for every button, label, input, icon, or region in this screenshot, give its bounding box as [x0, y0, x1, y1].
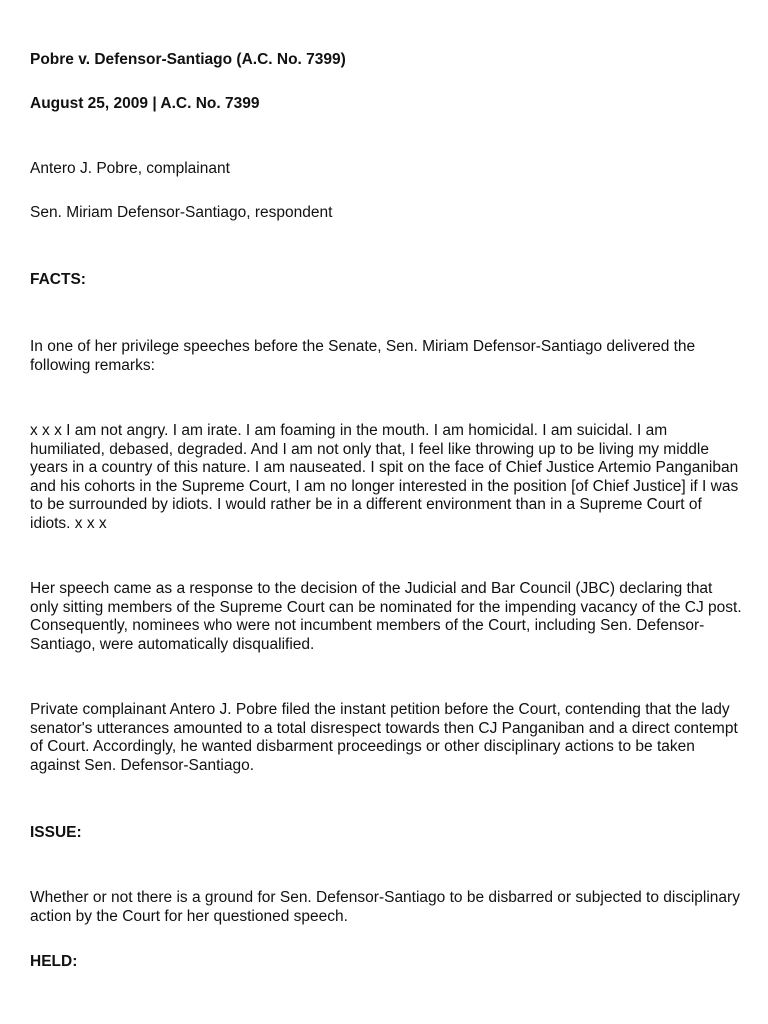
facts-heading: FACTS: — [30, 271, 86, 288]
issue-paragraph: Whether or not there is a ground for Sen. Defensor-Santiago to be disbarred or subjected to disciplinary action by the Court for her questioned speech. — [30, 889, 740, 925]
issue-heading: ISSUE: — [30, 824, 82, 841]
facts-intro-paragraph: In one of her privilege speeches before the Senate, Sen. Miriam Defensor-Santiago delivered the following remarks: — [30, 338, 696, 374]
jbc-response-paragraph: Her speech came as a response to the decision of the Judicial and Bar Council (JBC) declaring that only sitting members of the Supreme Court can be nominated for the impending vacancy of the CJ post. Consequently, nominees who were not incumbent members of the Court, including Sen. Defensor-Santiago, were automatically disqualified. — [30, 580, 742, 653]
held-heading: HELD: — [30, 953, 78, 970]
petition-paragraph: Private complainant Antero J. Pobre filed the instant petition before the Court, contending that the lady senator's utterances amounted to a total disrespect towards then CJ Panganiban and a direct contempt of Court. Accordingly, he wanted disbarment proceedings or other disciplinary actions to be taken against Sen. Defensor-Santiago. — [30, 701, 738, 774]
quoted-speech-paragraph: x x x I am not angry. I am irate. I am foaming in the mouth. I am homicidal. I am suicidal. I am humiliated, debased, degraded. And I am not only that, I feel like throwing up to be living my middle years in a country of this nature. I am nauseated. I spit on the face of Chief Justice Artemio Panganiban and his cohorts in the Supreme Court, I am no longer interested in the position [of Chief Justice] if I was to be surrounded by idiots. I would rather be in a different environment than in a Supreme Court of idiots. x x x — [30, 422, 739, 532]
case-title: Pobre v. Defensor-Santiago (A.C. No. 7399) — [30, 51, 346, 68]
respondent-line: Sen. Miriam Defensor-Santiago, respondent — [30, 204, 333, 221]
date-line: August 25, 2009 | A.C. No. 7399 — [30, 95, 260, 112]
complainant-line: Antero J. Pobre, complainant — [30, 160, 230, 177]
